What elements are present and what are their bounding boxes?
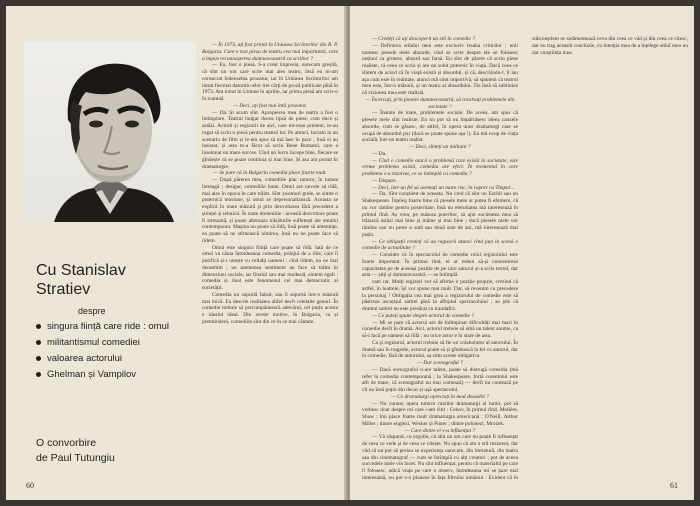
portrait-photo: [24, 42, 196, 222]
question-paragraph: — Ce puteți spune despre actorul de comedie ?: [372, 312, 474, 319]
topic-item: Ghelman și Vampilov: [36, 367, 206, 383]
byline-line-1: O convorbire: [36, 437, 97, 449]
question-paragraph: — Credeți că ați descoperit un stil în comedie ?: [372, 36, 475, 42]
answer-paragraph: — Dacă scenograful n-are talent, poate să distrugă comedia (mă refer la comedia contemporană ; la Shakespeare, fortă curentului este atît de mare, că scenograful nu mai contează) — decît nu contează pe cît nu însă puțin din decor și ușă spectacolul.: [362, 366, 518, 393]
question-paragraph: — Deci, sînteți un militant ?: [409, 144, 471, 150]
answer-paragraph: — Înainte de toate, problemele sociale. De aceea, am spus că piesele mele sînt realiste. Eu nu pot să nu împărtășesc ideea cauzele absurde, cum se găsesc, de altfel, în opera unor dramaturgi care se ocupă de absurdul pur (dacă se poate spune așa !). Eu mă ocup de viața socială, într-un teatru realist.: [362, 110, 518, 144]
byline-line-2: de Paul Tutungiu: [36, 452, 115, 464]
bullet-icon: [36, 372, 41, 377]
answer-paragraph: — Da. Sînt conștient de aceasta. Nu cred că sînt un Eschil sau un Shakespeare. Înțeleg foarte bine că piesele mele ar putea fi efemere, că nu vor rămîne pentru posteritate, însă nu eternitatea mă interesează în primul rînd. Aș vrea, pe măsura puterilor, să ajut societatea mea să trăiască astăzi mai bine și măine și mai bine ; dacă piesele mele vor rămîne sau nu peste o sută sau două sute de ani, mă interesează mai puțin.: [362, 191, 518, 238]
question-paragraph: — Deci, intr-un fel să avemați un mare risc, în raport cu Timpul...: [372, 184, 515, 191]
topic-item: valoarea actorului: [36, 351, 206, 367]
answer-paragraph: — Da. Și acum sînt. Apropierea mea de teatru a fost o întîmplare. Teatrul bulgar ducea lipsă de piese, cum duce și astăzi. Actorii și regizorii de aici, care mi-erau prieteni, m-au rugat să scriu o piesă pentru teatrul lor. Pe atunci, lucram la un scenariu de film și le-am spus să mă lase în pace ; însă ei au insistat, și asta m-a făcut să scriu Bene Romanii, care a însemnat un mare succes. Cînd un lucru începe bine, fiecare se gîndește că se poate continua și mai bine. Și asa am pornit în dramaturgie.: [202, 109, 338, 170]
question-paragraph: — Cînd o comedie atacă o problemă care există în societate, este vreme problema există, comedia are efect. În momentul în care problema s-a rezolvat, ce se întîmplă cu comedia ?: [362, 157, 518, 177]
portrait-illustration: [24, 42, 196, 222]
title-line-2: Stratiev: [36, 281, 91, 298]
left-page: [6, 6, 346, 500]
right-page: [350, 6, 694, 500]
topic-item: singura ființă care ride : omul: [36, 319, 206, 335]
topic-list: [36, 319, 206, 383]
answer-paragraph: Omul este singura ființă care poate să rîdă. Iată de ce omul va căuta întotdeauna comedia, prilejul de a rîde, care îi purifică și-i unește cu ceilalți oameni : cînd rîdem, nu ne mai deosebim ; un asemenea sentiment ne face să trăim în dimensiuni sociale, iar finalul sau mai modestă, sintem egali : comedia și rîsul este fenomenul cel mai democratic al societății.: [202, 244, 338, 291]
subtitle-despre: despre: [78, 306, 106, 316]
article-title-block: [36, 261, 206, 383]
topic-item: militantismul comediei: [36, 335, 206, 351]
title-line-1: Cu Stanislav: [36, 262, 126, 279]
question-paragraph: — În 1973, ați fost primit în Uniunea Scriitorilor din R. P. Bulgaria. Care e tost piesa de teatru cea mai importantă, care a impus recunoașterea dumneavoastră ca scriitor ?: [202, 42, 338, 62]
question-paragraph: — Deci, ați fost mai întîi prozator.: [233, 102, 307, 109]
question-paragraph: — Se pare că în Bulgaria comedia place foarte mult.: [213, 170, 327, 177]
bullet-icon: [36, 356, 41, 361]
interview-column-left-page: [202, 42, 338, 326]
interview-columns-right-page: [362, 36, 688, 486]
answer-paragraph: — Da.: [372, 150, 387, 157]
answer-paragraph: — După părerea mea, comediile plac tuturor, în lumea întreagă ; desigur, comediile bune. Omul are nevoie să rîdă, mai ales în epoca în care trăim. Sînt șwemuri grele, se simte o puternică tensiune, și omul se depersonalizează. Aceasta se explică în mare măsură și prin dezvoltarea fără precedent a științei și tehnicii. În toate domeniile : această dezvoltare poate fi stresantă, și poate altereaza trăsăturile sufletești ale omului contemporan. Mașina nu poate să rîdă, însă poate să amenințe, ea poate să ne stîrnească uimirea, însă nu ne poate face să rîdem.: [202, 177, 338, 244]
answer-paragraph: — Mi se pare că actorul are de întîmpinat dificultăți mai mari în comedie decît în dramă. Aici, actorul trebuie să aibă un talent anume, ca să-i facă pe oameni să rîdă ; nu orice actor e în stare de asta.: [362, 319, 518, 339]
answer-paragraph: Comedia nu suportă falsul, sau îl suportă intr-o măsură mai mică. Ea descrie realitatea altfel decît celelalte genuri. În comedie trebuie să precumpănească adevărul, cel puțin acesta e idealul ideal. Din aceste motive, în Bulgaria, ca și pretutindeni, comediile sînt din ce în ce mai căutate.: [202, 291, 338, 325]
page-number-right: 61: [670, 481, 678, 490]
byline: [36, 436, 115, 466]
answer-paragraph: — Eu, fost o piesă. S-a creat impresia, oarecum greșită, că sînt un om care scrie mai ales teatru, însă eu m-am consacrat îndeosebia prozatur, iar în Uniunea Scriitorilor am intrat fiecmai datorită celor trei cărți de proză publicate pînă în 1973. Am intrat în Uniune în aprilie, iar prima piesă am scris-o în toamnă.: [202, 62, 338, 102]
question-paragraph: — Ce obligații credeți că au regizorii atunci cînd pun în scenă o comedie de actualitate ?: [362, 238, 518, 252]
answer-paragraph: Ca și regizorul, actorul trebuie să fie un colaborator al autorului. În dramă sau în tragedie, actorul poate să și gîndească la fel cu autorul, dar în comedie, fără de autorului, sa simt aceste obligativa.: [362, 339, 518, 360]
question-paragraph: — Încercați, prin piesele dumneavoastră, să rezolvați problemele din societate ?: [365, 96, 515, 110]
bullet-icon: [36, 340, 41, 345]
answer-paragraph: — Nu cunosc opera tuturor marilor dramaturgi ai lumii, pot să vorbesc doar despre cei care i-am citit : Cehov, în primul rînd, Molière, Shaw ; îmi place foarte mult dramaturgia americană : O'Neill, Arthur Miller ; dintre englezi, Wesker și Pinter ; dintre polonezi, Mrożek.: [362, 400, 518, 427]
answer-paragraph: cam rar. Mulți regizori vor să afirme o poziție proprie, crezînd că astfel, în teatrele, își vor spune mai mult. Dar, să revenim cu precedere la personaj ! Obligația cea mai grea a regizorului de comedie este să păstreze ascuțișul satirei pînă la afîrșitul spectacolului ; se știe că drumul satirei nu este presărat cu trandafiri.: [362, 279, 518, 312]
answer-paragraph: — Consider că în spectacolul de comedie rolul regizorului este foarte important. În primul rînd, el ar trebui să-și concentreze capacitatea pe de aceeași poziție de pe care autorul și-a scris textul, dar asta — știți și dumneavoastră — se întîmplă: [362, 252, 518, 279]
answer-paragraph: — Dispare.: [372, 177, 397, 184]
question-paragraph: — Care dintre ei v-a influențat ?: [404, 427, 476, 434]
answer-paragraph: — Vă răspund, cu orgoliu, că sînt un om care nu poate fi influențat de ceea ce vede și de ceea ce citește. Nu spun că am o stil rezistent, dar văd că nu pot să preiau se experiența oarecare, din literatură, din teatru sau din cinematograf — cum se întîmplă cu alți creatori ; pot de aceea succedele mele vin încet. Nu sînt influențat, pentru că materialul pe care îl folosesc, adică viața pe care o observ, întotdeauna mi se pare mai interesantă, nu pot s-o planeze în fața filtrului nimănui : Evident că în subconștient se sedimentează ceva din ceea ce văd și din ceea ce citesc, dar nu trag această concluzie, cu intenția mea de a înțelege stilul meu nu dar conștiința mea.: [362, 36, 688, 481]
page-number-left: 60: [26, 481, 34, 490]
question-paragraph: — Dar scenograful ?: [417, 360, 463, 366]
question-paragraph: — Ce dramaturgi apreciați în mod deosebit ?: [391, 393, 489, 400]
answer-paragraph: — Definirea stilului meu este exclusiv treaba criticilor ; unii numesc piesele mele absurde, cînd se scrie despre ele se folosesc noțiuni ca grotesc, absurd sau farsă. Eu sînt de părere că scriu piese realiste, că ceea ce scriu și are un sobit puternic în viață. Dacă ceea ce sîntem de acord că în viață există și absurdul, și că, descriindu-l, îl iau așa cum este în realitate, atunci mă simt importivă, să spunem că teatrul meu este, într-o măsură, și un teatru al absurdului. Tin însă să subliniez că viziunea mea este realistă.: [362, 42, 518, 96]
bullet-icon: [36, 324, 41, 329]
